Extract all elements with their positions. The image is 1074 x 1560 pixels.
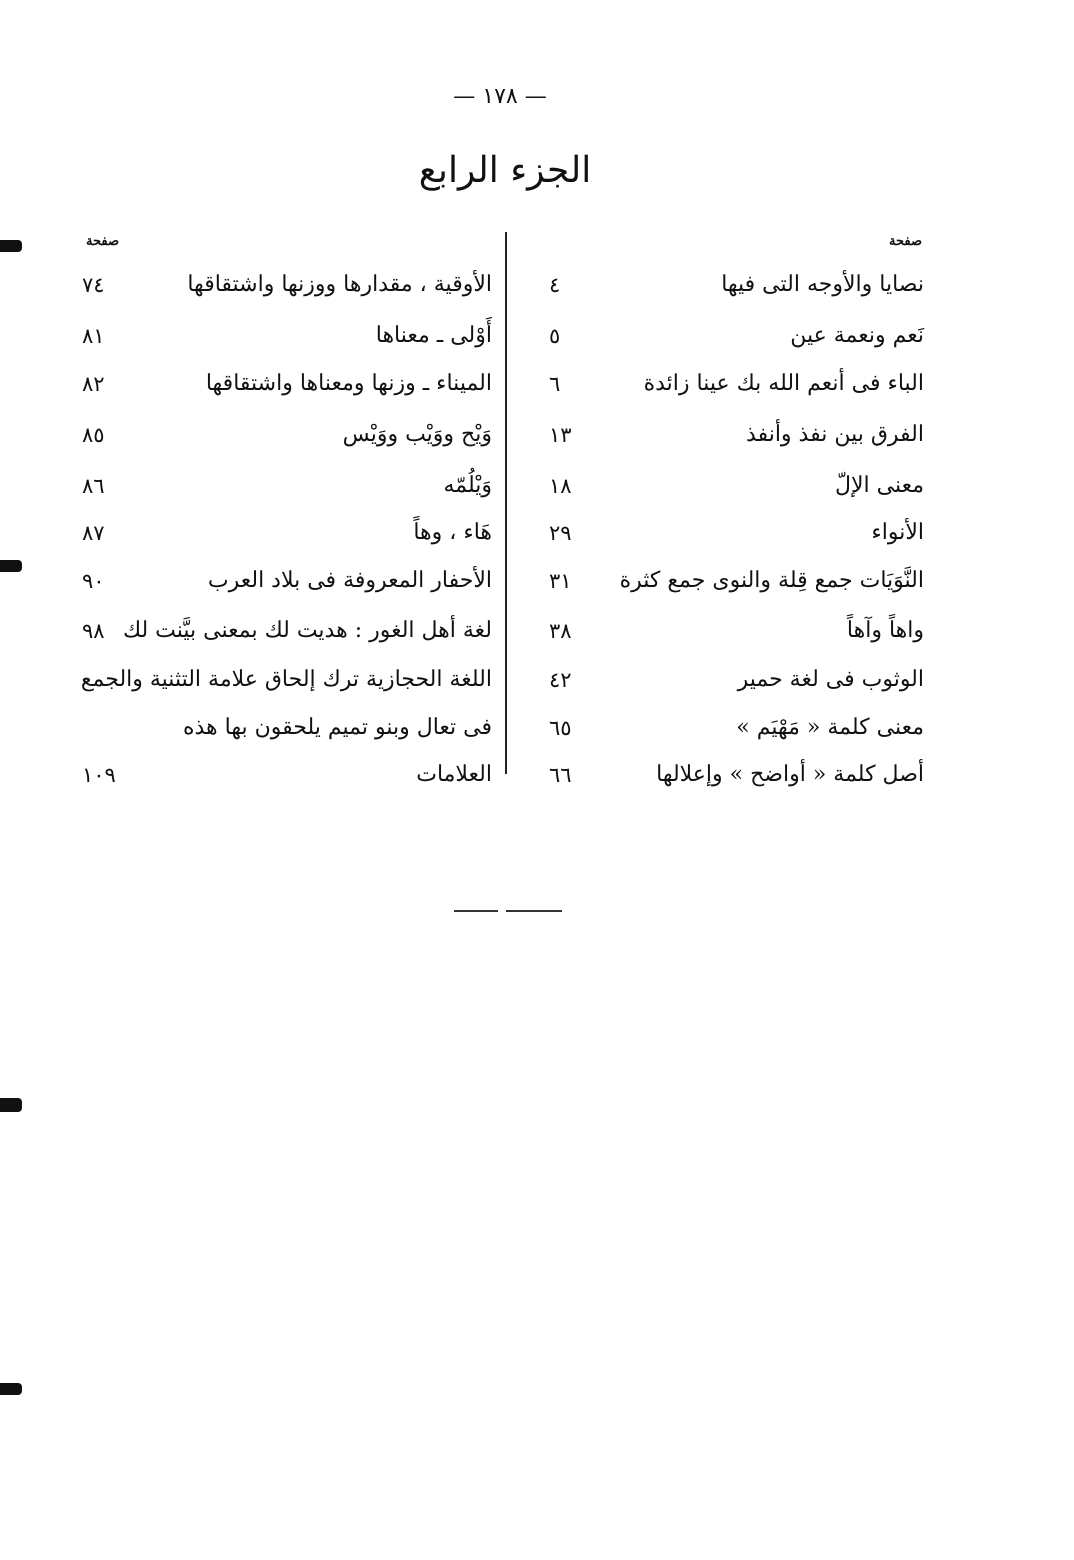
- entry-title: نَعم ونعمة عين: [790, 323, 924, 348]
- toc-entry: [82, 463, 492, 509]
- right-column-header: صفحة: [889, 234, 922, 249]
- toc-entry: [549, 313, 924, 359]
- margin-mark: [0, 560, 22, 572]
- toc-entry: [82, 262, 492, 308]
- entry-title: وَيْلُمّه: [443, 473, 492, 498]
- entry-page: ٨٦: [82, 474, 105, 498]
- entry-page: ٨٢: [82, 372, 105, 396]
- entry-page: ٤: [549, 273, 561, 297]
- entry-page: ٩٠: [82, 569, 105, 593]
- toc-entry: [82, 752, 492, 798]
- toc-entry: [549, 463, 924, 509]
- toc-entry: [82, 657, 492, 703]
- toc-entry: [82, 510, 492, 556]
- entry-page: ٢٩: [549, 521, 572, 545]
- toc-entry: [549, 608, 924, 654]
- entry-page: ٨١: [82, 324, 105, 348]
- entry-page: ٨٥: [82, 423, 105, 447]
- entry-title: العلامات: [416, 762, 492, 787]
- entry-title: الوثوب فى لغة حمير: [737, 667, 924, 692]
- toc-entry: [82, 608, 492, 654]
- entry-title: أصل كلمة « أواضح » وإعلالها: [656, 762, 924, 787]
- entry-title: لغة أهل الغور : هديت لك بمعنى بيَّنت لك: [122, 618, 492, 643]
- toc-entry: [549, 510, 924, 556]
- toc-entry: [82, 361, 492, 407]
- entry-title: الفرق بين نفذ وأنفذ: [746, 422, 924, 447]
- section-title: الجزء الرابع: [418, 150, 592, 191]
- entry-page: ٤٢: [549, 668, 572, 692]
- entry-title: الميناء ـ وزنها ومعناها واشتقاقها: [205, 371, 492, 396]
- entry-title: فى تعال وبنو تميم يلحقون بها هذه: [182, 715, 492, 740]
- toc-entry: [549, 558, 924, 604]
- margin-mark: [0, 240, 22, 252]
- margin-mark: [0, 1383, 22, 1395]
- end-rule: [506, 910, 562, 912]
- entry-page: ٥: [549, 324, 561, 348]
- toc-entry: [82, 558, 492, 604]
- toc-entry: [549, 752, 924, 798]
- entry-title: النَّوَيَات جمع قِلة والنوى جمع كثرة: [619, 568, 924, 593]
- toc-entry: [549, 412, 924, 458]
- entry-title: نصايا والأوجه التى فيها: [721, 272, 924, 297]
- entry-page: ١٣: [549, 423, 572, 447]
- toc-entry: [82, 705, 492, 751]
- page-number: — ١٧٨ —: [453, 84, 547, 109]
- toc-entry: [82, 412, 492, 458]
- entry-title: الأنواء: [871, 520, 924, 545]
- entry-page: ٦٥: [549, 716, 572, 740]
- entry-page: ٦٦: [549, 763, 572, 787]
- entry-title: واهاً وآهاً: [846, 618, 924, 643]
- entry-page: ١٠٩: [82, 763, 116, 787]
- margin-mark: [0, 1098, 22, 1112]
- entry-title: اللغة الحجازية ترك إلحاق علامة التثنية والجمع: [80, 667, 492, 692]
- entry-page: ٧٤: [82, 273, 105, 297]
- entry-title: معنى الإلّ: [834, 473, 924, 498]
- entry-title: هَاء ، وهاً: [413, 520, 492, 545]
- entry-title: الأوقية ، مقدارها ووزنها واشتقاقها: [187, 272, 492, 297]
- left-column-header: صفحة: [86, 234, 119, 249]
- toc-entry: [549, 657, 924, 703]
- entry-page: ٦: [549, 372, 561, 396]
- entry-title: الباء فى أنعم الله بك عينا زائدة: [643, 371, 924, 396]
- toc-entry: [82, 313, 492, 359]
- entry-title: وَيْح ووَيْب ووَيْس: [342, 422, 492, 447]
- entry-title: الأحفار المعروفة فى بلاد العرب: [207, 568, 492, 593]
- column-divider: [505, 232, 507, 774]
- toc-entry: [549, 361, 924, 407]
- entry-page: ٣٨: [549, 619, 572, 643]
- end-rule: [454, 910, 498, 912]
- entry-page: ١٨: [549, 474, 572, 498]
- toc-entry: [549, 262, 924, 308]
- entry-page: ٨٧: [82, 521, 105, 545]
- entry-page: ٣١: [549, 569, 572, 593]
- entry-title: معنى كلمة « مَهْيَم »: [736, 715, 924, 740]
- entry-title: أَوْلى ـ معناها: [375, 323, 492, 348]
- toc-entry: [549, 705, 924, 751]
- entry-page: ٩٨: [82, 619, 105, 643]
